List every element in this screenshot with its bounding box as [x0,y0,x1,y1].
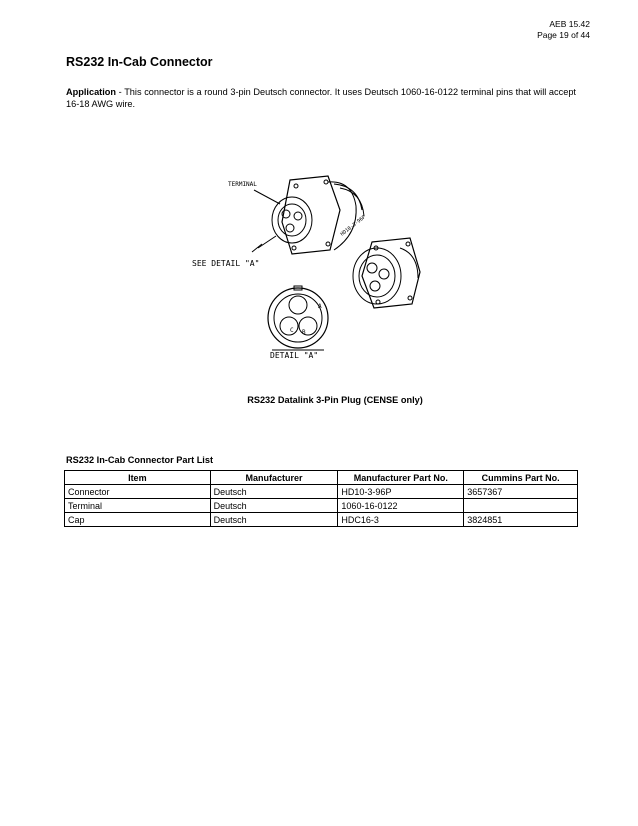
parts-table-title: RS232 In-Cab Connector Part List [66,455,214,465]
part-marking-label: HD10-3-96P [339,214,367,238]
pin-a-label: A [318,303,322,310]
connector-diagram [192,162,422,368]
cell-manufacturer: Deutsch [210,513,338,527]
application-text: - This connector is a round 3-pin Deutsch connector. It uses Deutsch 1060-16-0122 terminal pins that will accept 16-18 AWG wire. [66,87,576,109]
figure-caption [0,395,638,405]
cell-manufacturer: Deutsch [210,485,338,499]
column-header-manufacturer: Manufacturer [210,471,338,485]
see-detail-label: SEE DETAIL "A" [192,259,260,268]
table-row [65,499,578,513]
terminal-label: TERMINAL [228,181,257,188]
parts-table [64,470,578,527]
cell-cummins-part-no [464,499,578,513]
cell-manufacturer-part-no: HDC16-3 [338,513,464,527]
application-lead: Application [66,87,117,97]
cell-item: Connector [65,485,211,499]
table-header-row [65,471,578,485]
cell-manufacturer-part-no: HD10-3-96P [338,485,464,499]
section-title: RS232 In-Cab Connector [66,55,213,69]
cell-item: Cap [65,513,211,527]
detail-label: DETAIL "A" [270,351,319,360]
cell-cummins-part-no: 3824851 [464,513,578,527]
page-number: Page 19 of 44 [537,30,590,40]
table-row [65,485,578,499]
column-header-manufacturer-part-no: Manufacturer Part No. [338,471,464,485]
cell-cummins-part-no: 3657367 [464,485,578,499]
figure-caption-text: RS232 Datalink 3-Pin Plug (CENSE only) [247,395,423,405]
column-header-item: Item [65,471,211,485]
pin-c-label: C [290,327,294,334]
document-id: AEB 15.42 [549,19,590,29]
table-row [65,513,578,527]
column-header-cummins-part-no: Cummins Part No. [464,471,578,485]
page-header [537,19,590,41]
cell-item: Terminal [65,499,211,513]
cell-manufacturer: Deutsch [210,499,338,513]
application-paragraph [66,86,576,110]
cell-manufacturer-part-no: 1060-16-0122 [338,499,464,513]
pin-b-label: B [302,329,306,336]
